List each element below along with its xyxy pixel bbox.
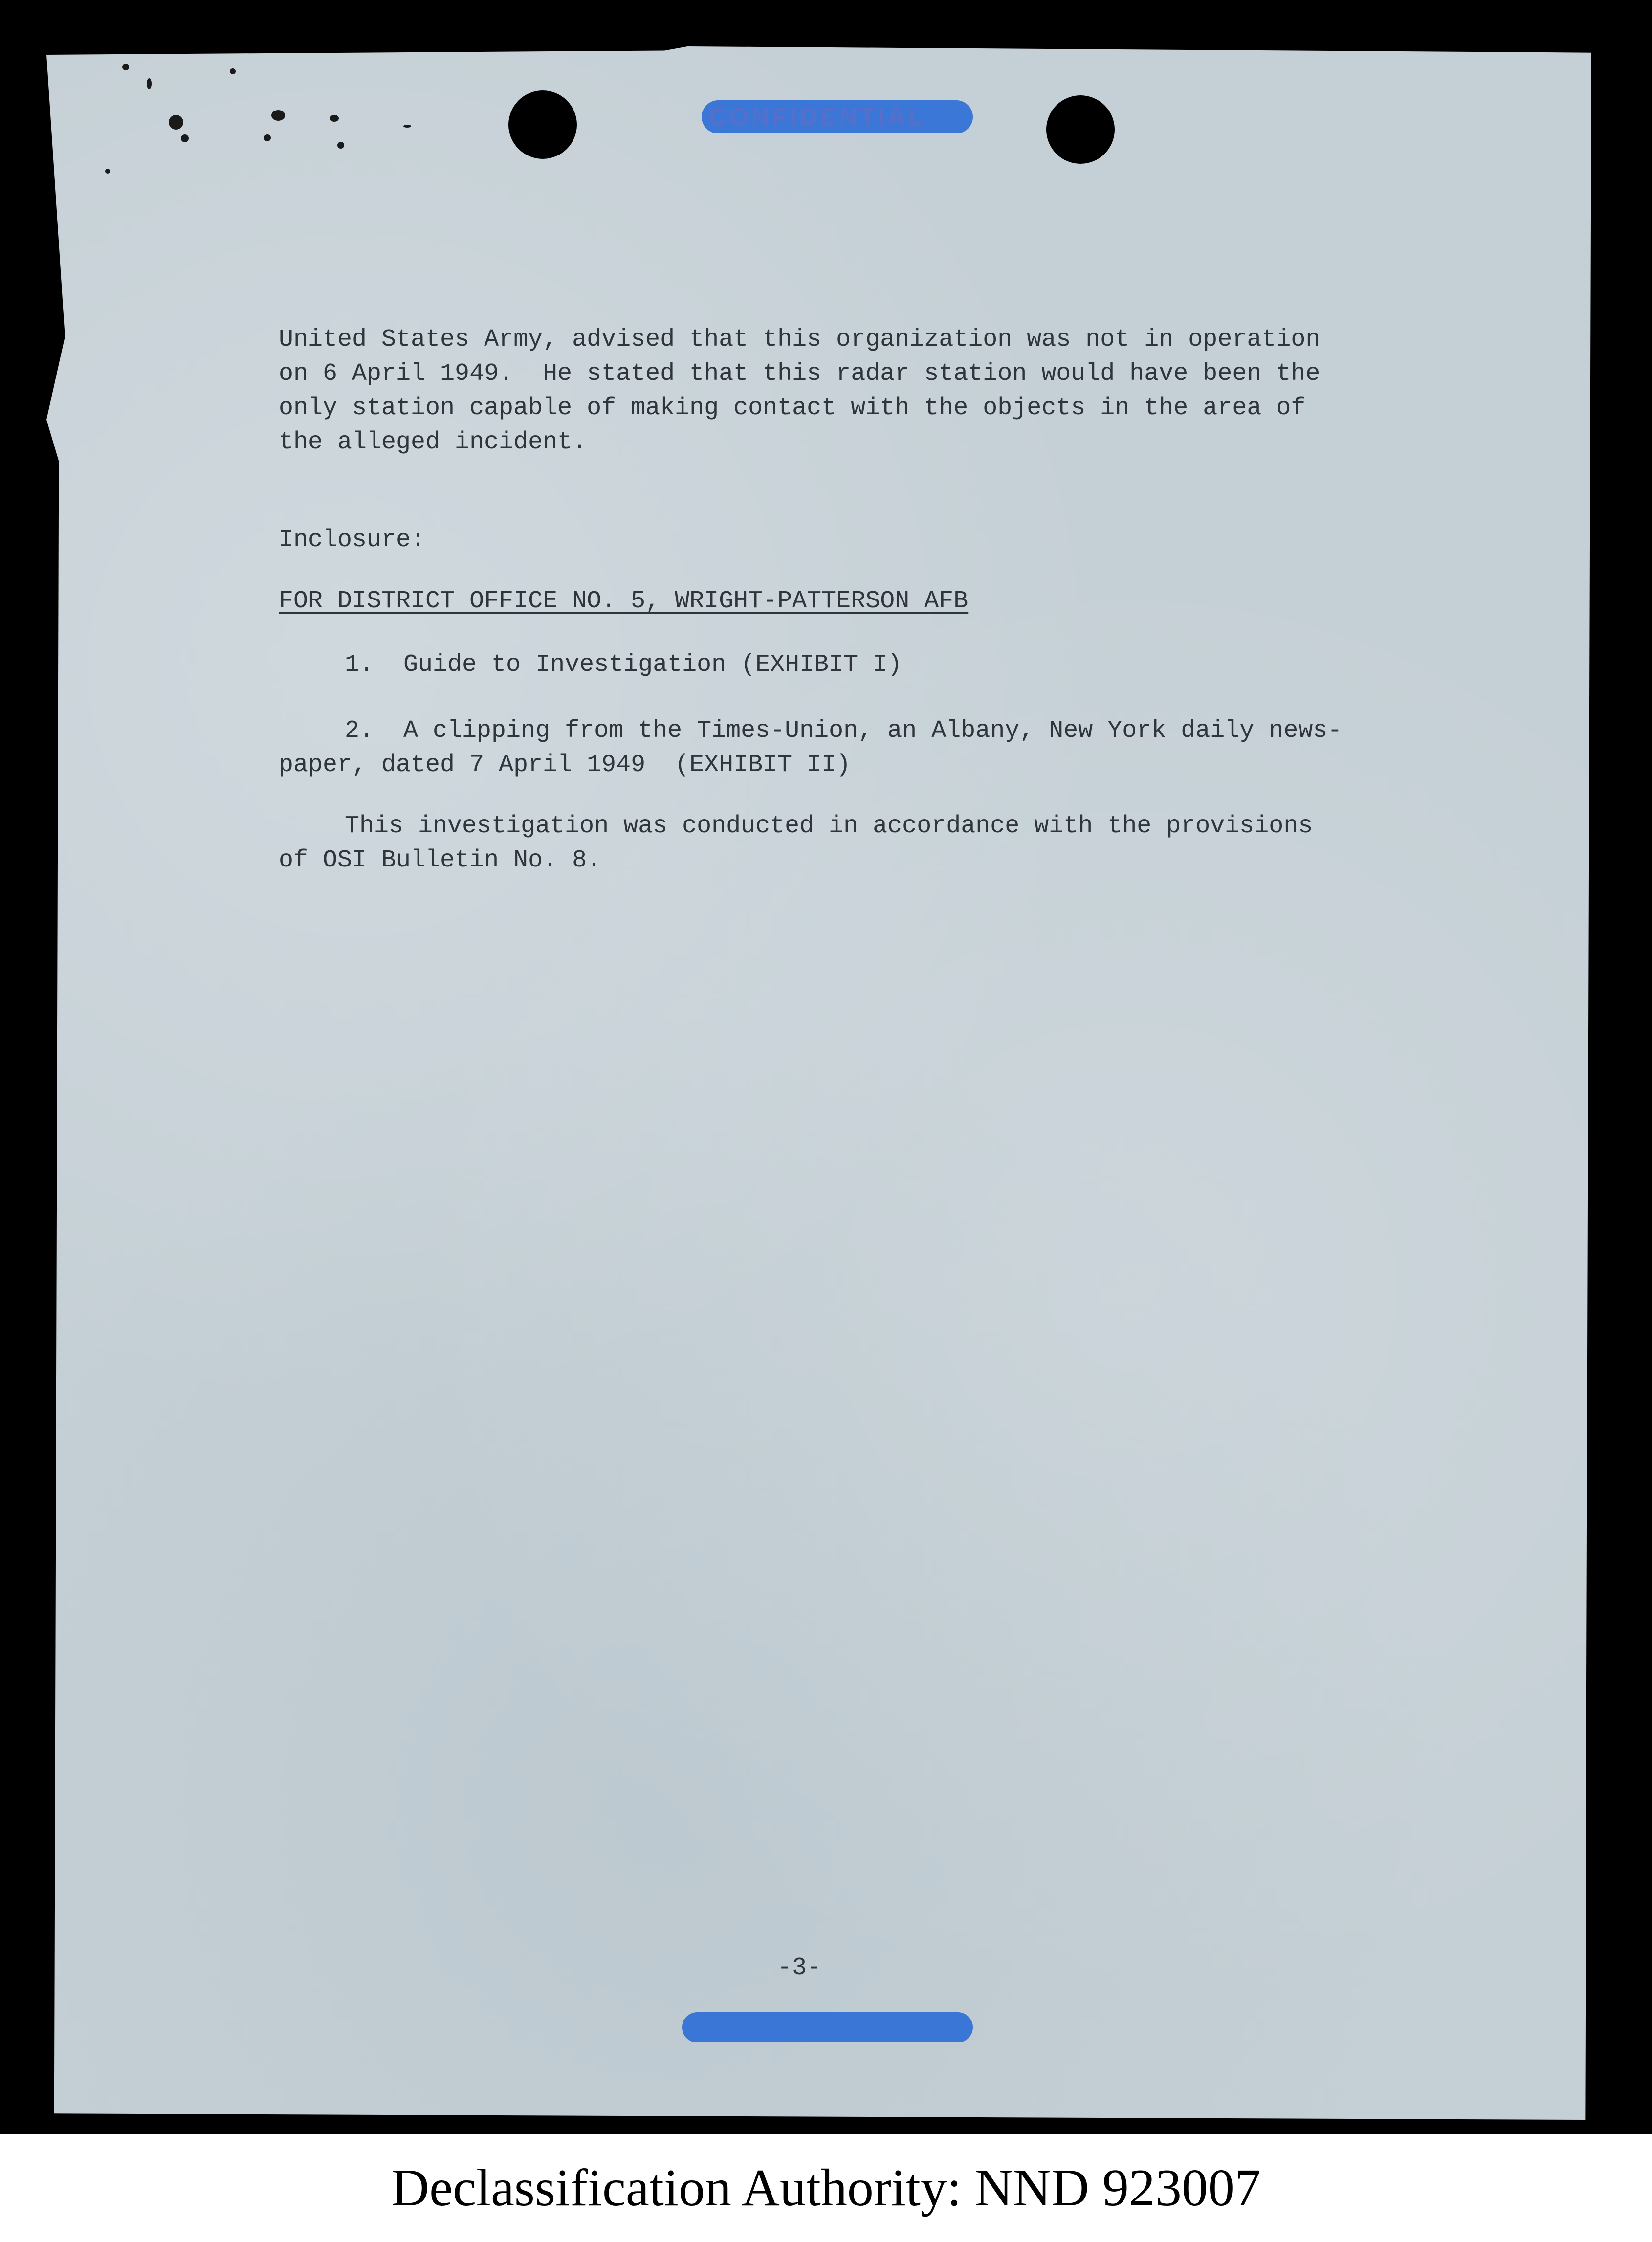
continuation-line-4: the alleged incident. — [279, 428, 587, 456]
continuation-line-1: United States Army, advised that this organization was not in operation — [279, 326, 1321, 354]
punch-hole-right — [1046, 95, 1115, 164]
inclosure-item-1: 1. Guide to Investigation (EXHIBIT I) — [345, 651, 903, 679]
district-heading: FOR DISTRICT OFFICE NO. 5, WRIGHT-PATTERSON AFB — [279, 587, 969, 615]
continuation-line-2: on 6 April 1949. He stated that this radar station would have been the — [279, 360, 1321, 388]
inclosure-item-2-line-1: 2. A clipping from the Times-Union, an Albany, New York daily news- — [345, 717, 1343, 745]
inclosure-label: Inclosure: — [279, 526, 426, 554]
closing-line-2: of OSI Bulletin No. 8. — [279, 846, 602, 874]
punch-hole-left — [508, 90, 577, 159]
inclosure-item-2-line-2: paper, dated 7 April 1949 (EXHIBIT II) — [279, 751, 851, 779]
continuation-line-3: only station capable of making contact with the objects in the area of — [279, 394, 1306, 422]
redaction-marker-bottom — [682, 2012, 973, 2042]
declassification-authority: Declassification Authority: NND 923007 — [391, 2159, 1261, 2217]
footer-bar — [0, 2134, 1652, 2242]
classification-stamp: CONFIDENTIAL — [709, 103, 926, 131]
closing-line-1: This investigation was conducted in accordance with the provisions — [345, 812, 1313, 840]
page-number: -3- — [777, 1954, 822, 1982]
